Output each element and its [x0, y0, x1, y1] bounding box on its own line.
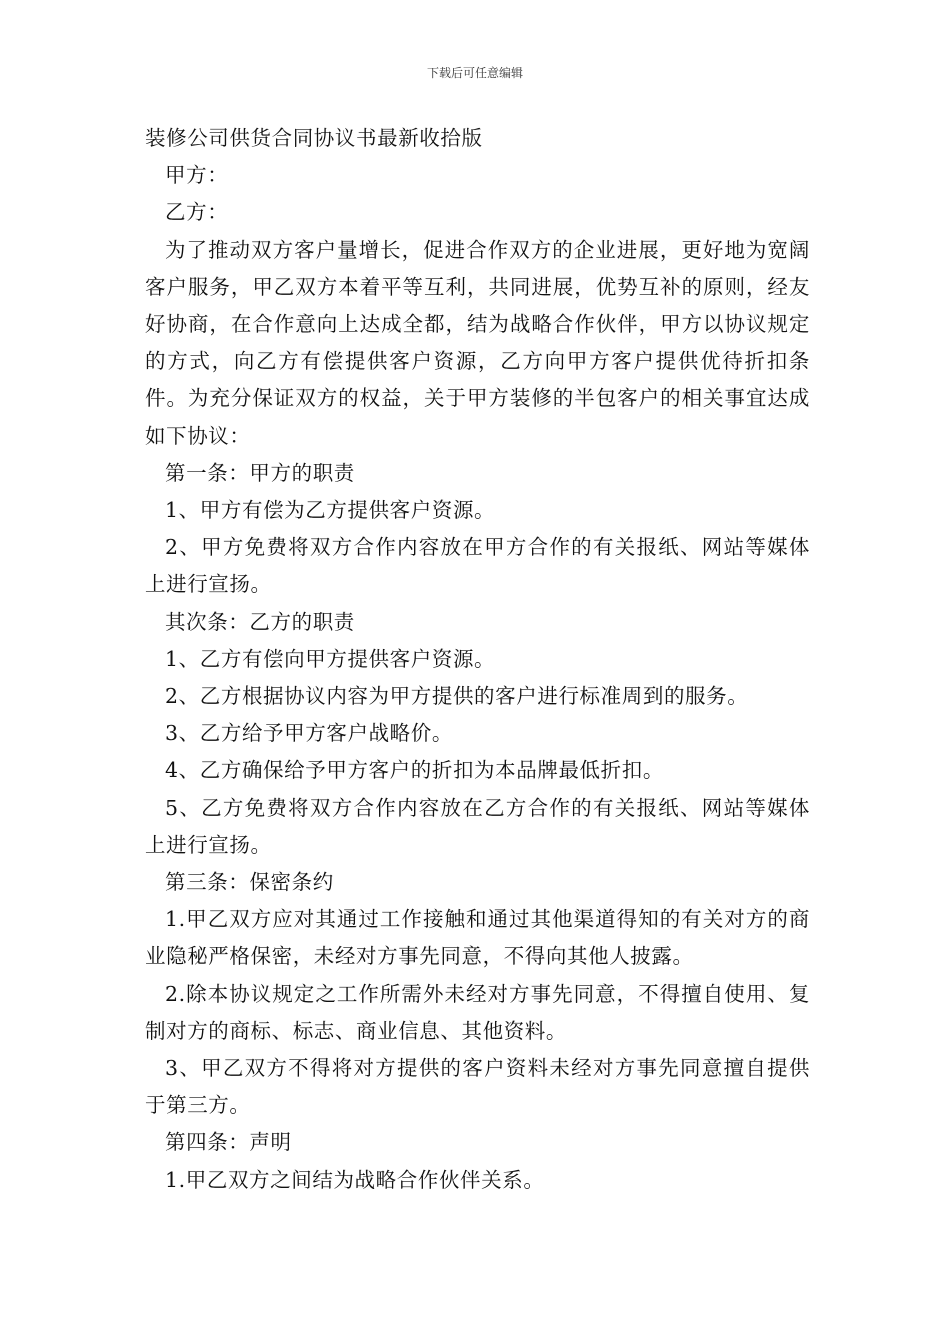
article-2-item: 4、乙方确保给予甲方客户的折扣为本品牌最低折扣。 — [165, 758, 664, 783]
article-3-item: 2.除本协议规定之工作所需外未经对方事先同意，不得擅自使用、复制对方的商标、标志、商业信息、其他资料。 — [145, 981, 810, 1043]
article-3-item: 1.甲乙双方应对其通过工作接触和通过其他渠道得知的有关对方的商业隐秘严格保密，未经对方事先同意，不得向其他人披露。 — [145, 907, 810, 969]
article-1-item: 1、甲方有偿为乙方提供客户资源。 — [165, 498, 496, 523]
article-3-heading: 第三条：保密条约 — [165, 870, 334, 895]
article-2-item: 5、乙方免费将双方合作内容放在乙方合作的有关报纸、网站等媒体上进行宣扬。 — [145, 795, 810, 857]
article-2-item: 1、乙方有偿向甲方提供客户资源。 — [165, 646, 496, 671]
party-a-label: 甲方： — [165, 163, 229, 188]
article-3-item: 3、甲乙双方不得将对方提供的客户资料未经对方事先同意擅自提供于第三方。 — [145, 1056, 810, 1118]
article-4-heading: 第四条：声明 — [165, 1130, 292, 1155]
header-note: 下载后可任意编辑 — [426, 66, 523, 80]
party-b-label: 乙方： — [165, 200, 229, 225]
document-body — [145, 120, 810, 1199]
article-2-item: 2、乙方根据协议内容为甲方提供的客户进行标准周到的服务。 — [165, 684, 749, 709]
document-title: 装修公司供货合同协议书最新收拾版 — [145, 126, 483, 150]
article-1-heading: 第一条：甲方的职责 — [165, 460, 355, 485]
article-4-item: 1.甲乙双方之间结为战略合作伙伴关系。 — [165, 1167, 545, 1192]
article-2-heading: 其次条：乙方的职责 — [165, 609, 355, 634]
intro-paragraph: 为了推动双方客户量增长，促进合作双方的企业进展，更好地为宽阔客户服务，甲乙双方本着平等互利，共同进展，优势互补的原则，经友好协商，在合作意向上达成全都，结为战略合作伙伴，甲方以协议规定的方式，向乙方有偿提供客户资源，乙方向甲方客户提供优待折扣条件。为充分保证双方的权益，关于甲方装修的半包客户的相关事宜达成如下协议： — [145, 237, 810, 448]
article-2-item: 3、乙方给予甲方客户战略价。 — [165, 721, 453, 746]
article-1-item: 2、甲方免费将双方合作内容放在甲方合作的有关报纸、网站等媒体上进行宣扬。 — [145, 535, 810, 597]
